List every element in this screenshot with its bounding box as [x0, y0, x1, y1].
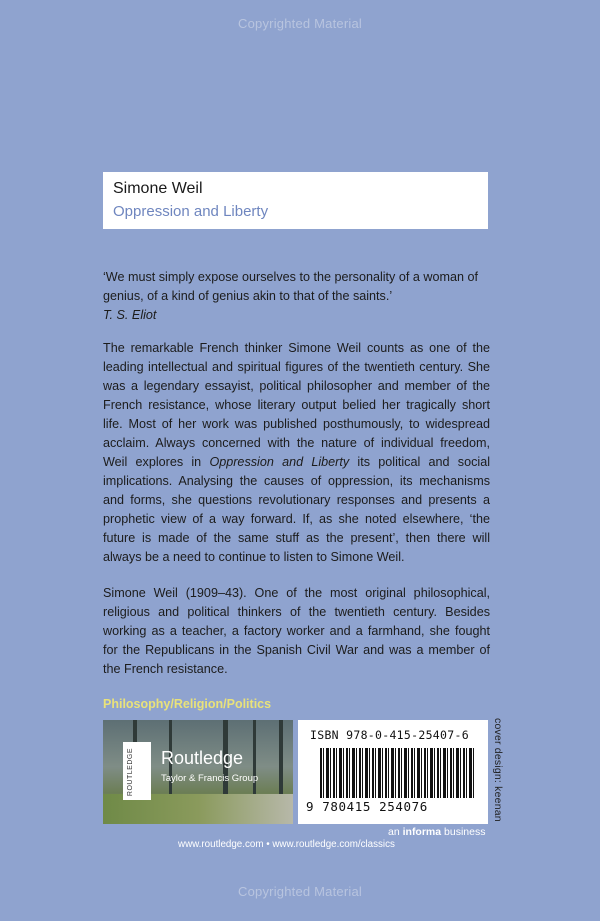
description-title-italic: Oppression and Liberty — [209, 455, 350, 469]
book-title: Oppression and Liberty — [113, 203, 269, 220]
isbn-barcode-box — [298, 720, 488, 824]
description-part-2: its political and social implications. Analysing the causes of oppression, its mechanisms and forms, she questions revolutionary responses and presents a prophetic view of a way forward. If, as she noted elsewhere, ‘the future is made of the same stuff as the present’, then there will always be a need to continue to listen to Simone Weil. — [103, 455, 490, 564]
routledge-logo — [123, 742, 151, 800]
informa-business-line — [388, 826, 485, 838]
logo-vertical-text: ROUTLEDGE — [127, 748, 134, 797]
barcode — [320, 748, 476, 798]
copyright-watermark-top: Copyrighted Material — [238, 16, 362, 31]
informa-suffix: business — [441, 826, 486, 838]
barcode-digits: 9 780415 254076 — [306, 799, 428, 814]
quote-text: ‘We must simply expose ourselves to the personality of a woman of genius, of a kind of genius akin to that of the saints.’ — [103, 270, 478, 303]
title-box — [103, 172, 488, 229]
publisher-name: Routledge — [161, 748, 244, 768]
publisher-group: Taylor & Francis Group — [161, 773, 259, 784]
isbn-label: ISBN 978-0-415-25407-6 — [310, 728, 469, 742]
cover-design-credit: cover design: keenan — [492, 718, 504, 822]
book-description — [103, 339, 490, 567]
website-urls: www.routledge.com • www.routledge.com/classics — [178, 839, 395, 850]
publisher-panel — [103, 720, 293, 824]
description-part-1: The remarkable French thinker Simone Weil counts as one of the leading intellectual and spiritual figures of the twentieth century. She was a legendary essayist, political philosopher and member of the French resistance, whose literary output belied her tragically short life. Most of her work was published posthumously, to widespread acclaim. Always concerned with the nature of individual freedom, Weil explores in — [103, 341, 490, 469]
subject-categories: Philosophy/Religion/Politics — [103, 697, 272, 711]
quote-attribution: T. S. Eliot — [103, 308, 157, 322]
informa-prefix: an — [388, 826, 403, 838]
author-name: Simone Weil — [113, 180, 203, 197]
informa-brand: informa — [402, 826, 442, 838]
blurb-quote — [103, 268, 490, 325]
author-bio: Simone Weil (1909–43). One of the most original philosophical, religious and political thinkers of the twentieth century. Besides working as a teacher, a factory worker and a farmhand, she fought for the Republicans in the Spanish Civil War and was a member of the French resistance. — [103, 586, 490, 676]
copyright-watermark-bottom: Copyrighted Material — [238, 884, 362, 899]
